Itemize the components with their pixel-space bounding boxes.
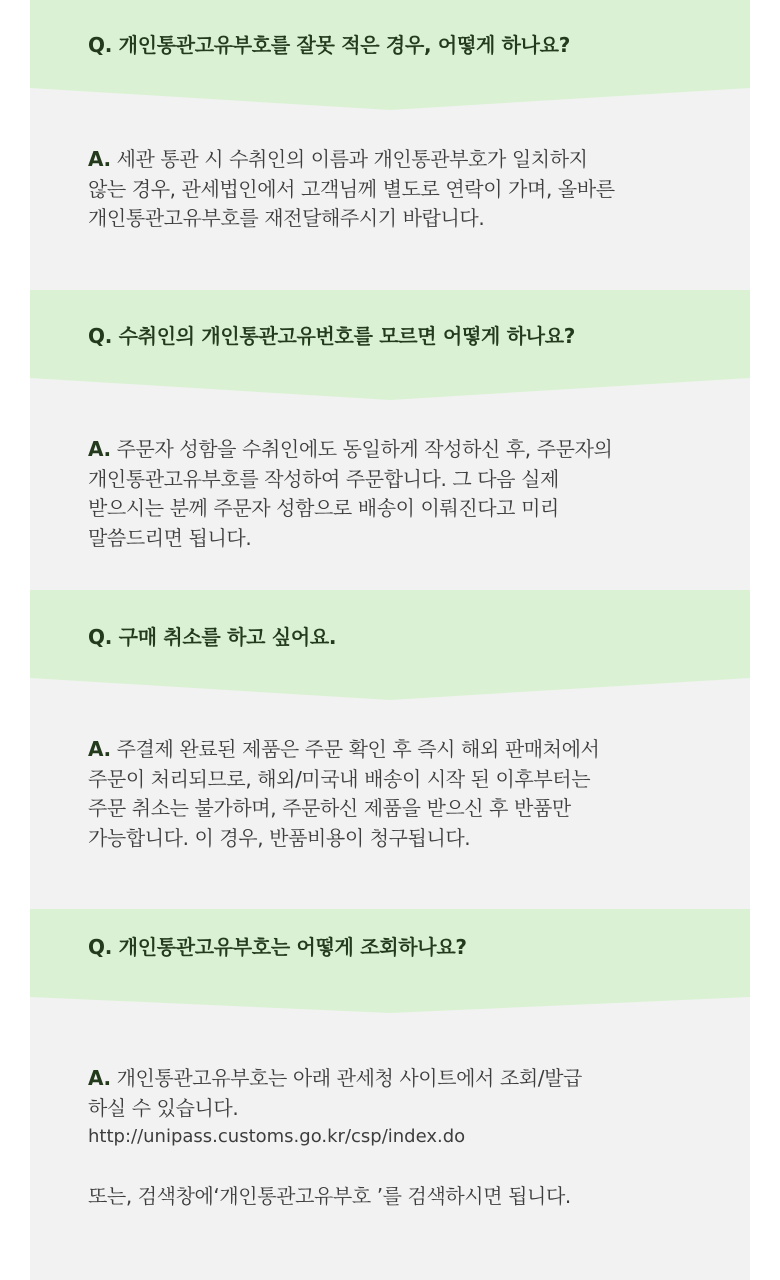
answer-line: [88, 735, 599, 765]
answer-line: 말씀드리면 됩니다.: [88, 525, 252, 550]
answer-line: [88, 145, 615, 175]
answer-line: [88, 1064, 582, 1094]
answer-prefix: A.: [88, 1066, 111, 1090]
answer-line: [88, 435, 612, 465]
faq-answer: [88, 735, 599, 853]
question-text: 개인통관고유부호는 어떻게 조회하나요?: [118, 935, 467, 959]
answer-line: 받으시는 분께 주문자 성함으로 배송이 이뤄진다고 미리: [88, 496, 559, 520]
answer-line-text: 주결제 완료된 제품은 주문 확인 후 즉시 해외 판매처에서: [116, 737, 600, 761]
faq-question[interactable]: [88, 621, 336, 650]
answer-prefix: A.: [88, 737, 111, 761]
answer-line-text: 주문자 성함을 수취인에도 동일하게 작성하신 후, 주문자의: [116, 437, 613, 461]
answer-line: 개인통관고유부호를 작성하여 주문합니다. 그 다음 실제: [88, 466, 559, 491]
faq-question[interactable]: [88, 931, 467, 960]
answer-line: 가능합니다. 이 경우, 반품비용이 청구됩니다.: [88, 825, 471, 850]
question-text: 개인통관고유부호를 잘못 적은 경우, 어떻게 하나요?: [118, 33, 571, 57]
faq-answer: [88, 1064, 582, 1123]
faq-question[interactable]: [88, 29, 570, 58]
faq-question[interactable]: [88, 320, 575, 349]
answer-prefix: A.: [88, 437, 111, 461]
answer-line: 하실 수 있습니다.: [88, 1095, 239, 1120]
answer-line: 개인통관고유부호를 재전달해주시기 바랍니다.: [88, 206, 485, 230]
faq-question-panel[interactable]: [30, 909, 750, 1013]
faq-list: [30, 0, 750, 1280]
answer-line: 않는 경우, 관세법인에서 고객님께 별도로 연락이 가며, 올바른: [88, 176, 615, 201]
answer-line: 주문 취소는 불가하며, 주문하신 제품을 받으신 후 반품만: [88, 796, 571, 820]
answer-extra-note: 또는, 검색창에‘개인통관고유부호 ’를 검색하시면 됩니다.: [88, 1184, 571, 1208]
question-prefix: Q.: [88, 324, 112, 348]
answer-line-text: 개인통관고유부호는 아래 관세청 사이트에서 조회/발급: [116, 1066, 582, 1090]
question-prefix: Q.: [88, 935, 112, 959]
faq-answer: [88, 145, 615, 234]
answer-line-text: 세관 통관 시 수취인의 이름과 개인통관부호가 일치하지: [116, 147, 588, 171]
question-text: 구매 취소를 하고 싶어요.: [118, 625, 337, 649]
question-text: 수취인의 개인통관고유번호를 모르면 어떻게 하나요?: [118, 324, 576, 348]
customs-site-link[interactable]: http://unipass.customs.go.kr/csp/index.do: [88, 1126, 466, 1147]
answer-prefix: A.: [88, 147, 111, 171]
answer-line: 주문이 처리되므로, 해외/미국내 배송이 시작 된 이후부터는: [88, 766, 591, 791]
faq-answer: [88, 435, 612, 553]
question-prefix: Q.: [88, 625, 112, 649]
question-prefix: Q.: [88, 33, 112, 57]
